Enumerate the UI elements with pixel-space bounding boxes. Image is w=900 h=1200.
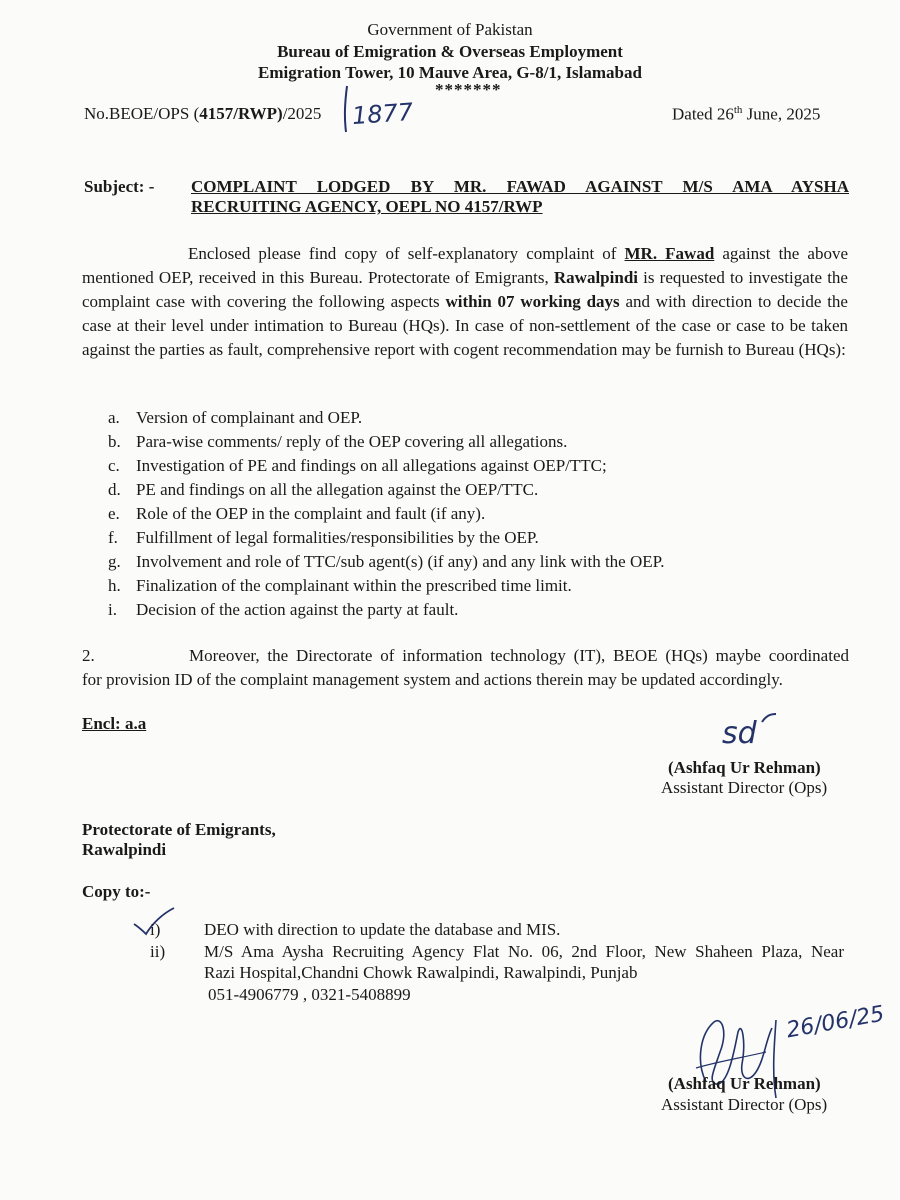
subject-line-2: RECRUITING AGENCY, OEPL NO 4157/RWP	[191, 197, 543, 216]
copy-to-label: Copy to:-	[82, 882, 151, 901]
list-item-text: Role of the OEP in the complaint and fault (if any).	[136, 504, 486, 523]
ref-code: 4157/RWP)	[199, 104, 283, 123]
ref-prefix: No.BEOE/OPS (	[84, 104, 200, 123]
list-item-letter: i.	[108, 600, 117, 619]
list-item-letter: a.	[108, 408, 120, 427]
list-item-letter: f.	[108, 528, 118, 547]
aspects-list	[0, 408, 900, 624]
subject-label: Subject: -	[84, 177, 155, 196]
addressee-line-2: Rawalpindi	[82, 840, 167, 859]
list-item-letter: e.	[108, 504, 120, 523]
date-prefix: Dated 26	[672, 104, 734, 124]
date-suffix: June, 2025	[742, 104, 821, 124]
copy-entry-text: M/S Ama Aysha Recruiting Agency Flat No. 06, 2nd Floor, New Shaheen Plaza, Near	[204, 942, 844, 961]
list-item-text: Investigation of PE and findings on all allegations against OEP/TTC;	[136, 456, 607, 475]
deadline-text: within 07 working days	[445, 292, 620, 311]
date-superscript: th	[733, 104, 743, 116]
agency-phone-numbers: 051-4906779 , 0321-5408899	[208, 985, 411, 1004]
signatory-name-2: (Ashfaq Ur Rehman)	[668, 1074, 821, 1093]
subject-line-1: COMPLAINT LODGED BY MR. FAWAD AGAINST M/S AMA AYSHA	[191, 177, 849, 196]
list-item-text: Version of complainant and OEP.	[136, 408, 363, 427]
addressee-line-1: Protectorate of Emigrants,	[82, 820, 276, 839]
city-name: Rawalpindi	[553, 268, 638, 287]
handwritten-sd-mark: sd	[722, 716, 757, 751]
signatory-title-2: Assistant Director (Ops)	[661, 1095, 828, 1114]
body-paragraph-1	[82, 242, 848, 362]
letterhead-bureau: Bureau of Emigration & Overseas Employment	[277, 42, 623, 61]
copy-entry-number: i)	[150, 920, 161, 939]
list-item-letter: g.	[108, 552, 121, 571]
reference-number	[84, 104, 321, 124]
enclosure-label: Encl: a.a	[82, 714, 147, 733]
handwritten-diary-number: 1877	[351, 97, 414, 131]
list-item-text: Involvement and role of TTC/sub agent(s) (if any) and any link with the OEP.	[136, 552, 665, 571]
list-item-text: Fulfillment of legal formalities/responsibilities by the OEP.	[136, 528, 539, 547]
para2-line-2: for provision ID of the complaint management system and actions therein may be updated accordingly.	[82, 670, 783, 689]
para2-number: 2.	[82, 646, 95, 665]
date-line	[672, 104, 820, 125]
letterhead-government: Government of Pakistan	[367, 20, 533, 39]
copy-entry-number: ii)	[150, 942, 166, 961]
list-item-text: Para-wise comments/ reply of the OEP covering all allegations.	[136, 432, 568, 451]
list-item-letter: d.	[108, 480, 121, 499]
para1-text-1: Enclosed please find copy of self-explanatory complaint of	[188, 244, 625, 263]
list-item-letter: h.	[108, 576, 121, 595]
handwritten-signature-date: 26/06/25	[784, 1001, 887, 1044]
ref-suffix: /2025	[282, 104, 322, 123]
para2-line-1: Moreover, the Directorate of information technology (IT), BEOE (HQs) maybe coordinated	[189, 646, 849, 665]
list-item-letter: c.	[108, 456, 120, 475]
para1-text-2: against the above mentioned OEP, received in this Bureau. Protectorate of Emigrants,	[82, 244, 848, 287]
complainant-name: MR. Fawad	[624, 244, 715, 263]
list-item-text: Decision of the action against the party at fault.	[136, 600, 459, 619]
signature-tick-icon	[760, 712, 780, 726]
letterhead-stars: *******	[435, 80, 502, 99]
list-item-text: Finalization of the complainant within the prescribed time limit.	[136, 576, 572, 595]
para1-text-3: is requested to investigate the complaint case with covering the following aspects	[82, 268, 848, 311]
signatory-title-1: Assistant Director (Ops)	[661, 778, 828, 797]
signatory-name-1: (Ashfaq Ur Rehman)	[668, 758, 821, 777]
para1-text-4: and with direction to decide the case at their level under intimation to Bureau (HQs). In case of non-settlement of the case or case to be taken against the parties as fault, comprehensive report with cogent recommendation may be furnish to Bureau (HQs):	[82, 292, 848, 359]
list-item-letter: b.	[108, 432, 121, 451]
letterhead-address: Emigration Tower, 10 Mauve Area, G-8/1, Islamabad	[258, 63, 642, 82]
copy-entry-text: DEO with direction to update the database and MIS.	[204, 920, 561, 939]
list-item-text: PE and findings on all the allegation against the OEP/TTC.	[136, 480, 539, 499]
copy-entry-text: Razi Hospital,Chandni Chowk Rawalpindi, Rawalpindi, Punjab	[204, 963, 638, 982]
